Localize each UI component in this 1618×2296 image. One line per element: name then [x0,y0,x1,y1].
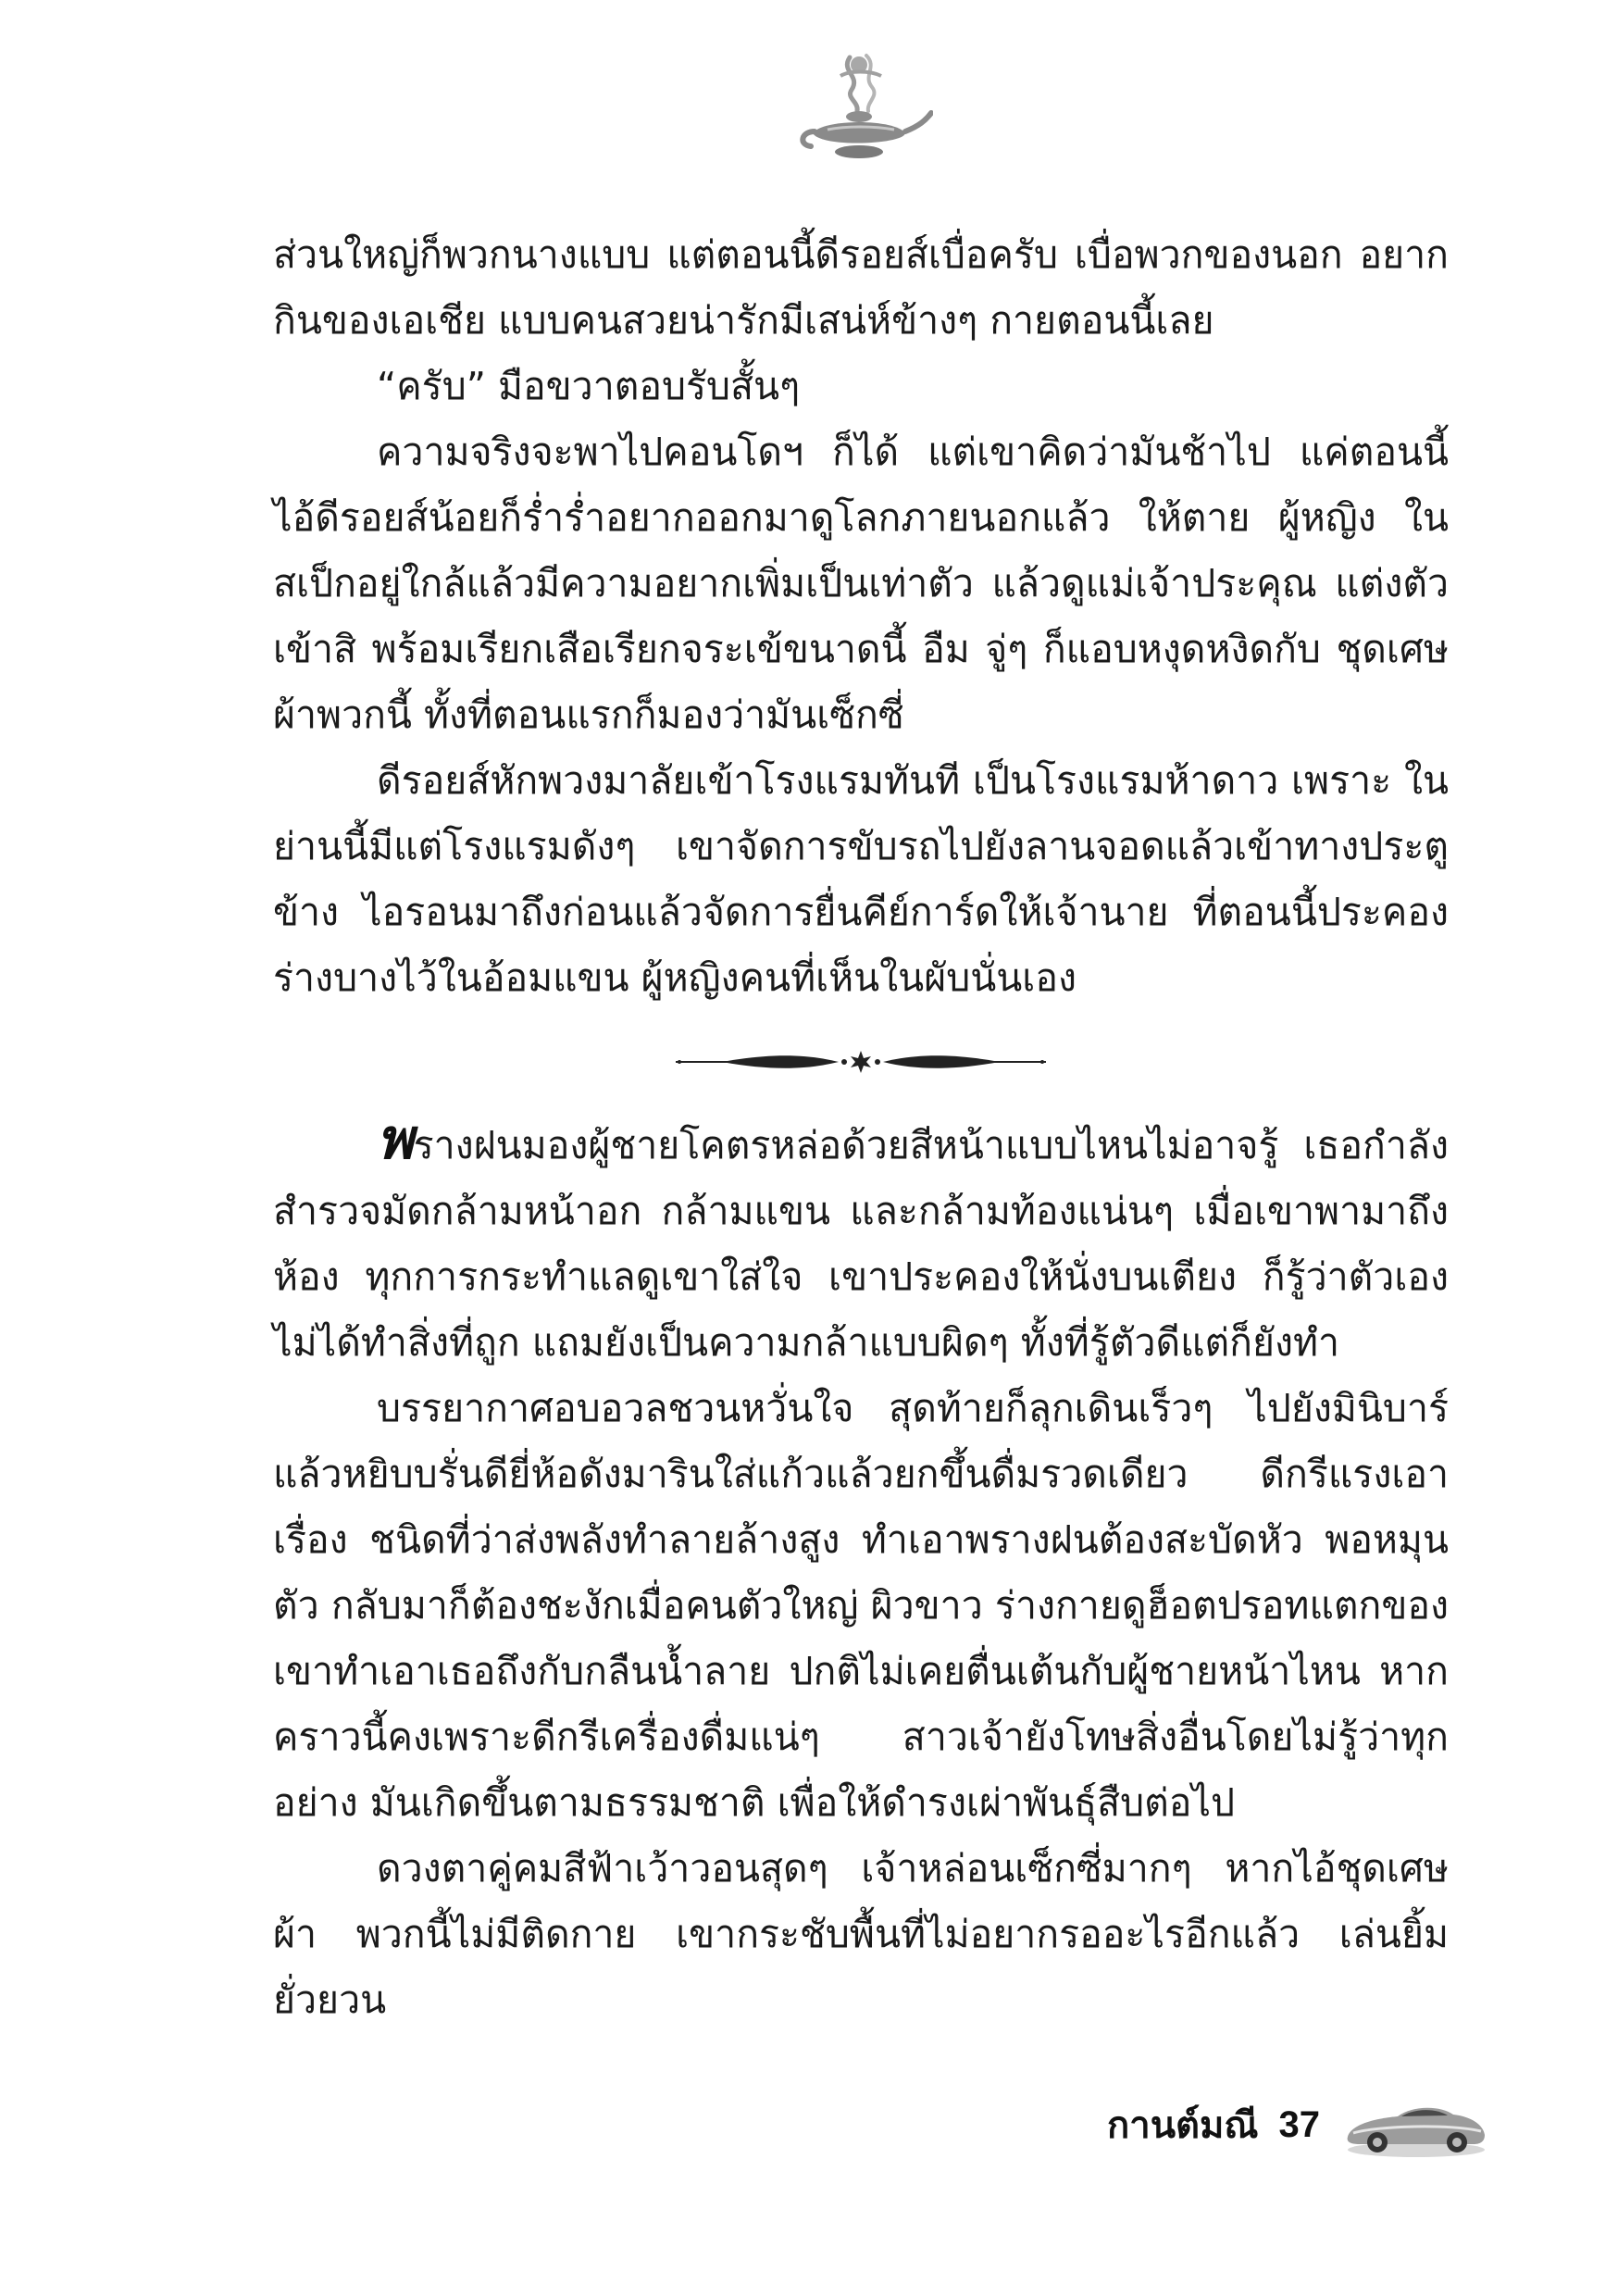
paragraph: ความจริงจะพาไปคอนโดฯ ก็ได้ แต่เขาคิดว่ามันช้าไป แค่ตอนนี้ ไอ้ดีรอยส์น้อยก็ร่ำร่ำอยากออกมาดูโลกภายนอกแล้ว ให้ตาย ผู้หญิง ในสเป็กอยู่ใกล้แล้วมีความอยากเพิ่มเป็นเท่าตัว แล้วดูแม่เจ้าประคุณ แต่งตัวเข้าสิ พร้อมเรียกเสือเรียกจระเข้ขนาดนี้ อืม จู่ๆ ก็แอบหงุดหงิดกับ ชุดเศษผ้าพวกนี้ ทั้งที่ตอนแรกก็มองว่ามันเซ็กซี่ [273,430,1449,737]
paragraph: บรรยากาศอบอวลชวนหวั่นใจ สุดท้ายก็ลุกเดินเร็วๆ ไปยังมินิบาร์ แล้วหยิบบรั่นดียี่ห้อดังมารินใส่แก้วแล้วยกขึ้นดื่มรวดเดียว ดีกรีแรงเอาเรื่อง ชนิดที่ว่าส่งพลังทำลายล้างสูง ทำเอาพรางฝนต้องสะบัดหัว พอหมุนตัว กลับมาก็ต้องชะงักเมื่อคนตัวใหญ่ ผิวขาว ร่างกายดูฮ็อตปรอทแตกของ เขาทำเอาเธอถึงกับกลืนน้ำลาย ปกติไม่เคยตื่นเต้นกับผู้ชายหน้าไหน หาก คราวนี้คงเพราะดีกรีเครื่องดื่มแน่ๆ สาวเจ้ายังโทษสิ่งอื่นโดยไม่รู้ว่าทุกอย่าง มันเกิดขึ้นตามธรรมชาติ เพื่อให้ดำรงเผ่าพันธุ์สืบต่อไป [273,1386,1449,1825]
sports-car-icon [1340,2089,1488,2161]
genie-lamp-icon [785,48,933,168]
paragraph: ดีรอยส์หักพวงมาลัยเข้าโรงแรมทันที เป็นโรงแรมห้าดาว เพราะ ในย่านนี้มีแต่โรงแรมดังๆ เขาจัดการขับรถไปยังลานจอดแล้วเข้าทางประตู ข้าง ไอรอนมาถึงก่อนแล้วจัดการยื่นคีย์การ์ดให้เจ้านาย ที่ตอนนี้ประคอง ร่างบางไว้ในอ้อมแขน ผู้หญิงคนที่เห็นในผับนั่นเอง [273,758,1449,1000]
page-footer [1107,2083,1488,2166]
section-divider [273,1011,1449,1113]
ornamental-divider-icon [666,1048,1055,1076]
paragraph: “ครับ” มือขวาตอบรับสั้นๆ [377,364,801,408]
paragraph: ส่วนใหญ่ก็พวกนางแบบ แต่ตอนนี้ดีรอยส์เบื่อครับ เบื่อพวกของนอก อยากกินของเอเชีย แบบคนสวยน่ารักมีเสน่ห์ข้างๆ กายตอนนี้เลย [273,232,1449,343]
paragraph [273,1107,1449,1376]
page-number: 37 [1278,2103,1320,2145]
body-text [273,222,1449,2033]
paragraph-text: รางฝนมองผู้ชายโคตรหล่อด้วยสีหน้าแบบไหนไม่อาจรู้ เธอกำลัง สำรวจมัดกล้ามหน้าอก กล้ามแขน และกล้ามท้องแน่นๆ เมื่อเขาพามาถึง ห้อง ทุกการกระทำแลดูเขาใส่ใจ เขาประคองให้นั่งบนเตียง ก็รู้ว่าตัวเอง ไม่ได้ทำสิ่งที่ถูก แถมยังเป็นความกล้าแบบผิดๆ ทั้งที่รู้ตัวดีแต่ก็ยังทำ [273,1123,1449,1365]
paragraph: ดวงตาคู่คมสีฟ้าเว้าวอนสุดๆ เจ้าหล่อนเซ็กซี่มากๆ หากไอ้ชุดเศษผ้า พวกนี้ไม่มีติดกาย เขากระชับพื้นที่ไม่อยากรออะไรอีกแล้ว เล่นยิ้มยั่วยวน [273,1846,1449,2022]
author-name: กานต์มณี [1107,2104,1259,2147]
drop-cap: พ [377,1107,414,1172]
